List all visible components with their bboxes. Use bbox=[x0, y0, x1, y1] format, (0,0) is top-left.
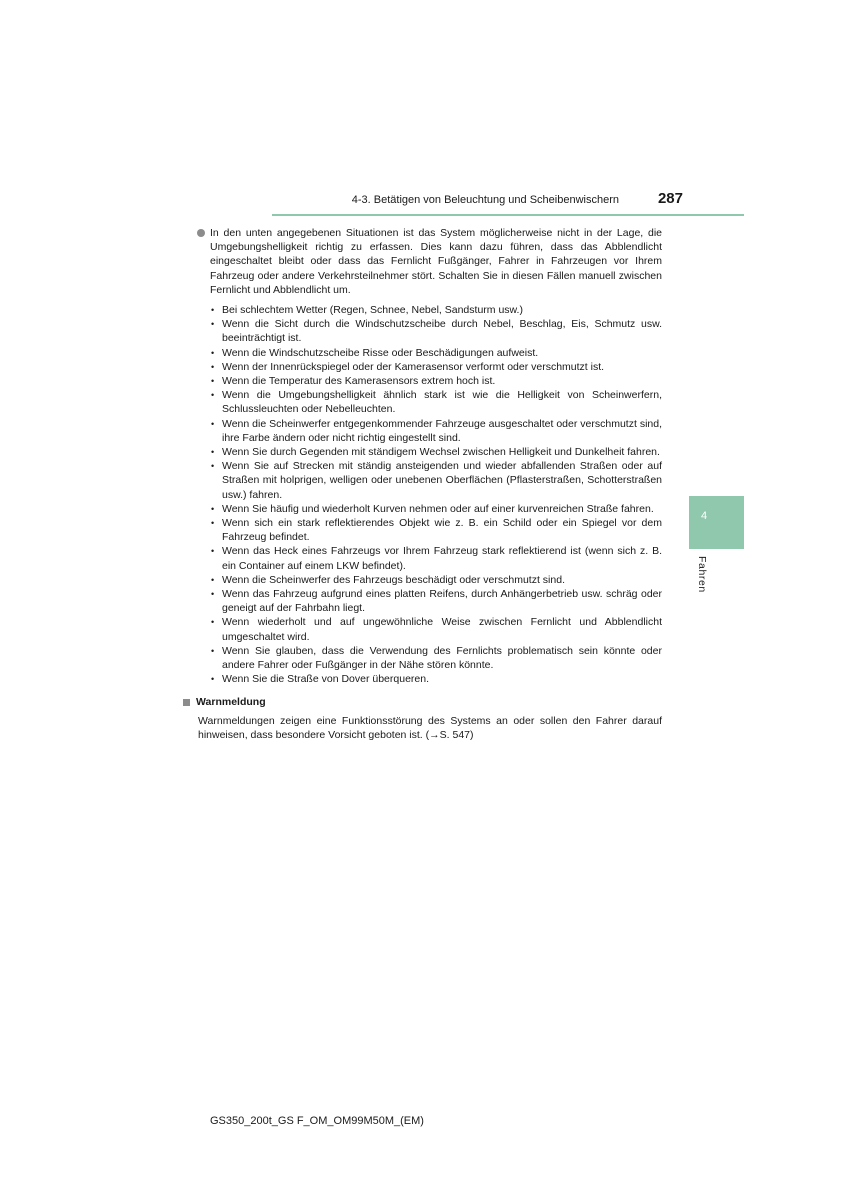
warning-heading-text: Warnmeldung bbox=[196, 695, 266, 708]
list-item bbox=[210, 615, 662, 643]
main-content bbox=[196, 226, 662, 742]
list-item bbox=[210, 459, 662, 502]
list-item bbox=[210, 360, 662, 374]
dot-bullet-icon: • bbox=[211, 574, 215, 585]
list-item-text: Wenn die Temperatur des Kamerasensors extrem hoch ist. bbox=[222, 375, 496, 388]
list-item-text: Wenn die Umgebungshelligkeit ähnlich stark ist wie die Helligkeit von Scheinwerfern, Schlussleuchten oder Nebelleuchten. bbox=[222, 389, 662, 416]
list-item-text: Wenn Sie die Straße von Dover überqueren. bbox=[222, 673, 430, 686]
dot-bullet-icon: • bbox=[211, 305, 215, 316]
list-item bbox=[210, 417, 662, 445]
list-item-text: Wenn die Scheinwerfer entgegenkommender Fahrzeuge ausgeschaltet oder verschmutzt sind, ihre Farbe ändern oder nicht richtig eingestellt sind. bbox=[222, 417, 662, 444]
list-item bbox=[210, 303, 662, 317]
list-item bbox=[210, 516, 662, 544]
list-item bbox=[210, 587, 662, 615]
list-item-text: Wenn das Fahrzeug aufgrund eines platten Reifens, durch Anhängerbetrieb usw. schräg oder geneigt auf der Fahrbahn liegt. bbox=[222, 588, 662, 615]
dot-bullet-icon: • bbox=[211, 617, 215, 628]
chapter-label: Fahren bbox=[696, 556, 708, 593]
list-item bbox=[210, 346, 662, 360]
dot-bullet-icon: • bbox=[211, 418, 215, 429]
intro-paragraph bbox=[196, 226, 662, 297]
list-item bbox=[210, 644, 662, 672]
header-divider bbox=[272, 214, 744, 216]
list-item-text: Wenn der Innenrückspiegel oder der Kamerasensor verformt oder verschmutzt ist. bbox=[222, 360, 605, 373]
chapter-number: 4 bbox=[700, 510, 708, 522]
conditions-list bbox=[196, 303, 662, 686]
list-item bbox=[210, 388, 662, 416]
list-item-text: Wenn wiederholt und auf ungewöhnliche Weise zwischen Fernlicht und Abblendlicht umgeschaltet wird. bbox=[222, 616, 662, 643]
dot-bullet-icon: • bbox=[211, 361, 215, 372]
list-item-text: Wenn Sie glauben, dass die Verwendung des Fernlichts problematisch sein könnte oder andere Fahrer oder Fußgänger in der Nähe stören könnte. bbox=[222, 644, 662, 672]
list-item bbox=[210, 573, 662, 587]
dot-bullet-icon: • bbox=[211, 319, 215, 330]
dot-bullet-icon: • bbox=[211, 503, 215, 514]
dot-bullet-icon: • bbox=[211, 447, 215, 458]
list-item bbox=[210, 317, 662, 345]
list-item bbox=[210, 445, 662, 459]
list-item bbox=[210, 374, 662, 388]
dot-bullet-icon: • bbox=[211, 546, 215, 557]
list-item bbox=[210, 502, 662, 516]
dot-bullet-icon: • bbox=[211, 645, 215, 656]
list-item-text: Wenn Sie häufig und wiederholt Kurven nehmen oder auf einer kurvenreichen Straße fahren. bbox=[222, 502, 654, 515]
list-item-text: Wenn das Heck eines Fahrzeugs vor Ihrem Fahrzeug stark reflektierend ist (wenn sich z. B. ein Container auf einem LKW befindet). bbox=[222, 545, 662, 572]
circle-bullet-icon bbox=[197, 229, 205, 237]
list-item-text: Wenn die Sicht durch die Windschutzscheibe durch Nebel, Beschlag, Eis, Schmutz usw. beeinträchtigt ist. bbox=[222, 318, 662, 345]
list-item-text: Bei schlechtem Wetter (Regen, Schnee, Nebel, Sandsturm usw.) bbox=[222, 304, 523, 317]
page-number: 287 bbox=[657, 190, 683, 207]
dot-bullet-icon: • bbox=[211, 347, 215, 358]
dot-bullet-icon: • bbox=[211, 674, 215, 685]
dot-bullet-icon: • bbox=[211, 461, 215, 472]
list-item-text: Wenn die Scheinwerfer des Fahrzeugs beschädigt oder verschmutzt sind. bbox=[222, 573, 565, 586]
list-item bbox=[210, 672, 662, 686]
warning-heading bbox=[183, 695, 662, 710]
dot-bullet-icon: • bbox=[211, 376, 215, 387]
square-bullet-icon bbox=[183, 699, 190, 706]
document-code: GS350_200t_GS F_OM_OM99M50M_(EM) bbox=[210, 1115, 424, 1127]
list-item-text: Wenn Sie durch Gegenden mit ständigem Wechsel zwischen Helligkeit und Dunkelheit fahren. bbox=[222, 446, 660, 459]
warning-body: Warnmeldungen zeigen eine Funktionsstörung des Systems an oder sollen den Fahrer darauf hinweisen, dass besondere Vorsicht geboten ist. (→S. 547) bbox=[198, 714, 662, 741]
intro-text: In den unten angegebenen Situationen ist das System möglicherweise nicht in der Lage, die Umgebungshelligkeit richtig zu erfassen. Dies kann dazu führen, dass das Abblendlicht eingeschaltet bleibt oder dass das Fernlicht Fußgänger, Fahrer in Fahrzeugen vor Ihrem Fahrzeug oder andere Verkehrsteilnehmer stört. Schalten Sie in diesen Fällen manuell zwischen Fernlicht und Abblendlicht um. bbox=[210, 227, 662, 296]
list-item-text: Wenn Sie auf Strecken mit ständig ansteigenden und wieder abfallenden Straßen oder auf Straßen mit holprigen, welligen oder unebenen Oberflächen (Pflasterstraßen, Schotterstraßen usw.) fahren. bbox=[222, 460, 662, 501]
dot-bullet-icon: • bbox=[211, 390, 215, 401]
dot-bullet-icon: • bbox=[211, 589, 215, 600]
section-title: 4-3. Betätigen von Beleuchtung und Scheibenwischern bbox=[351, 194, 619, 206]
list-item bbox=[210, 544, 662, 572]
list-item-text: Wenn sich ein stark reflektierendes Objekt wie z. B. ein Schild oder ein Spiegel vor dem Fahrzeug befindet. bbox=[222, 517, 662, 544]
dot-bullet-icon: • bbox=[211, 518, 215, 529]
list-item-text: Wenn die Windschutzscheibe Risse oder Beschädigungen aufweist. bbox=[222, 346, 539, 359]
